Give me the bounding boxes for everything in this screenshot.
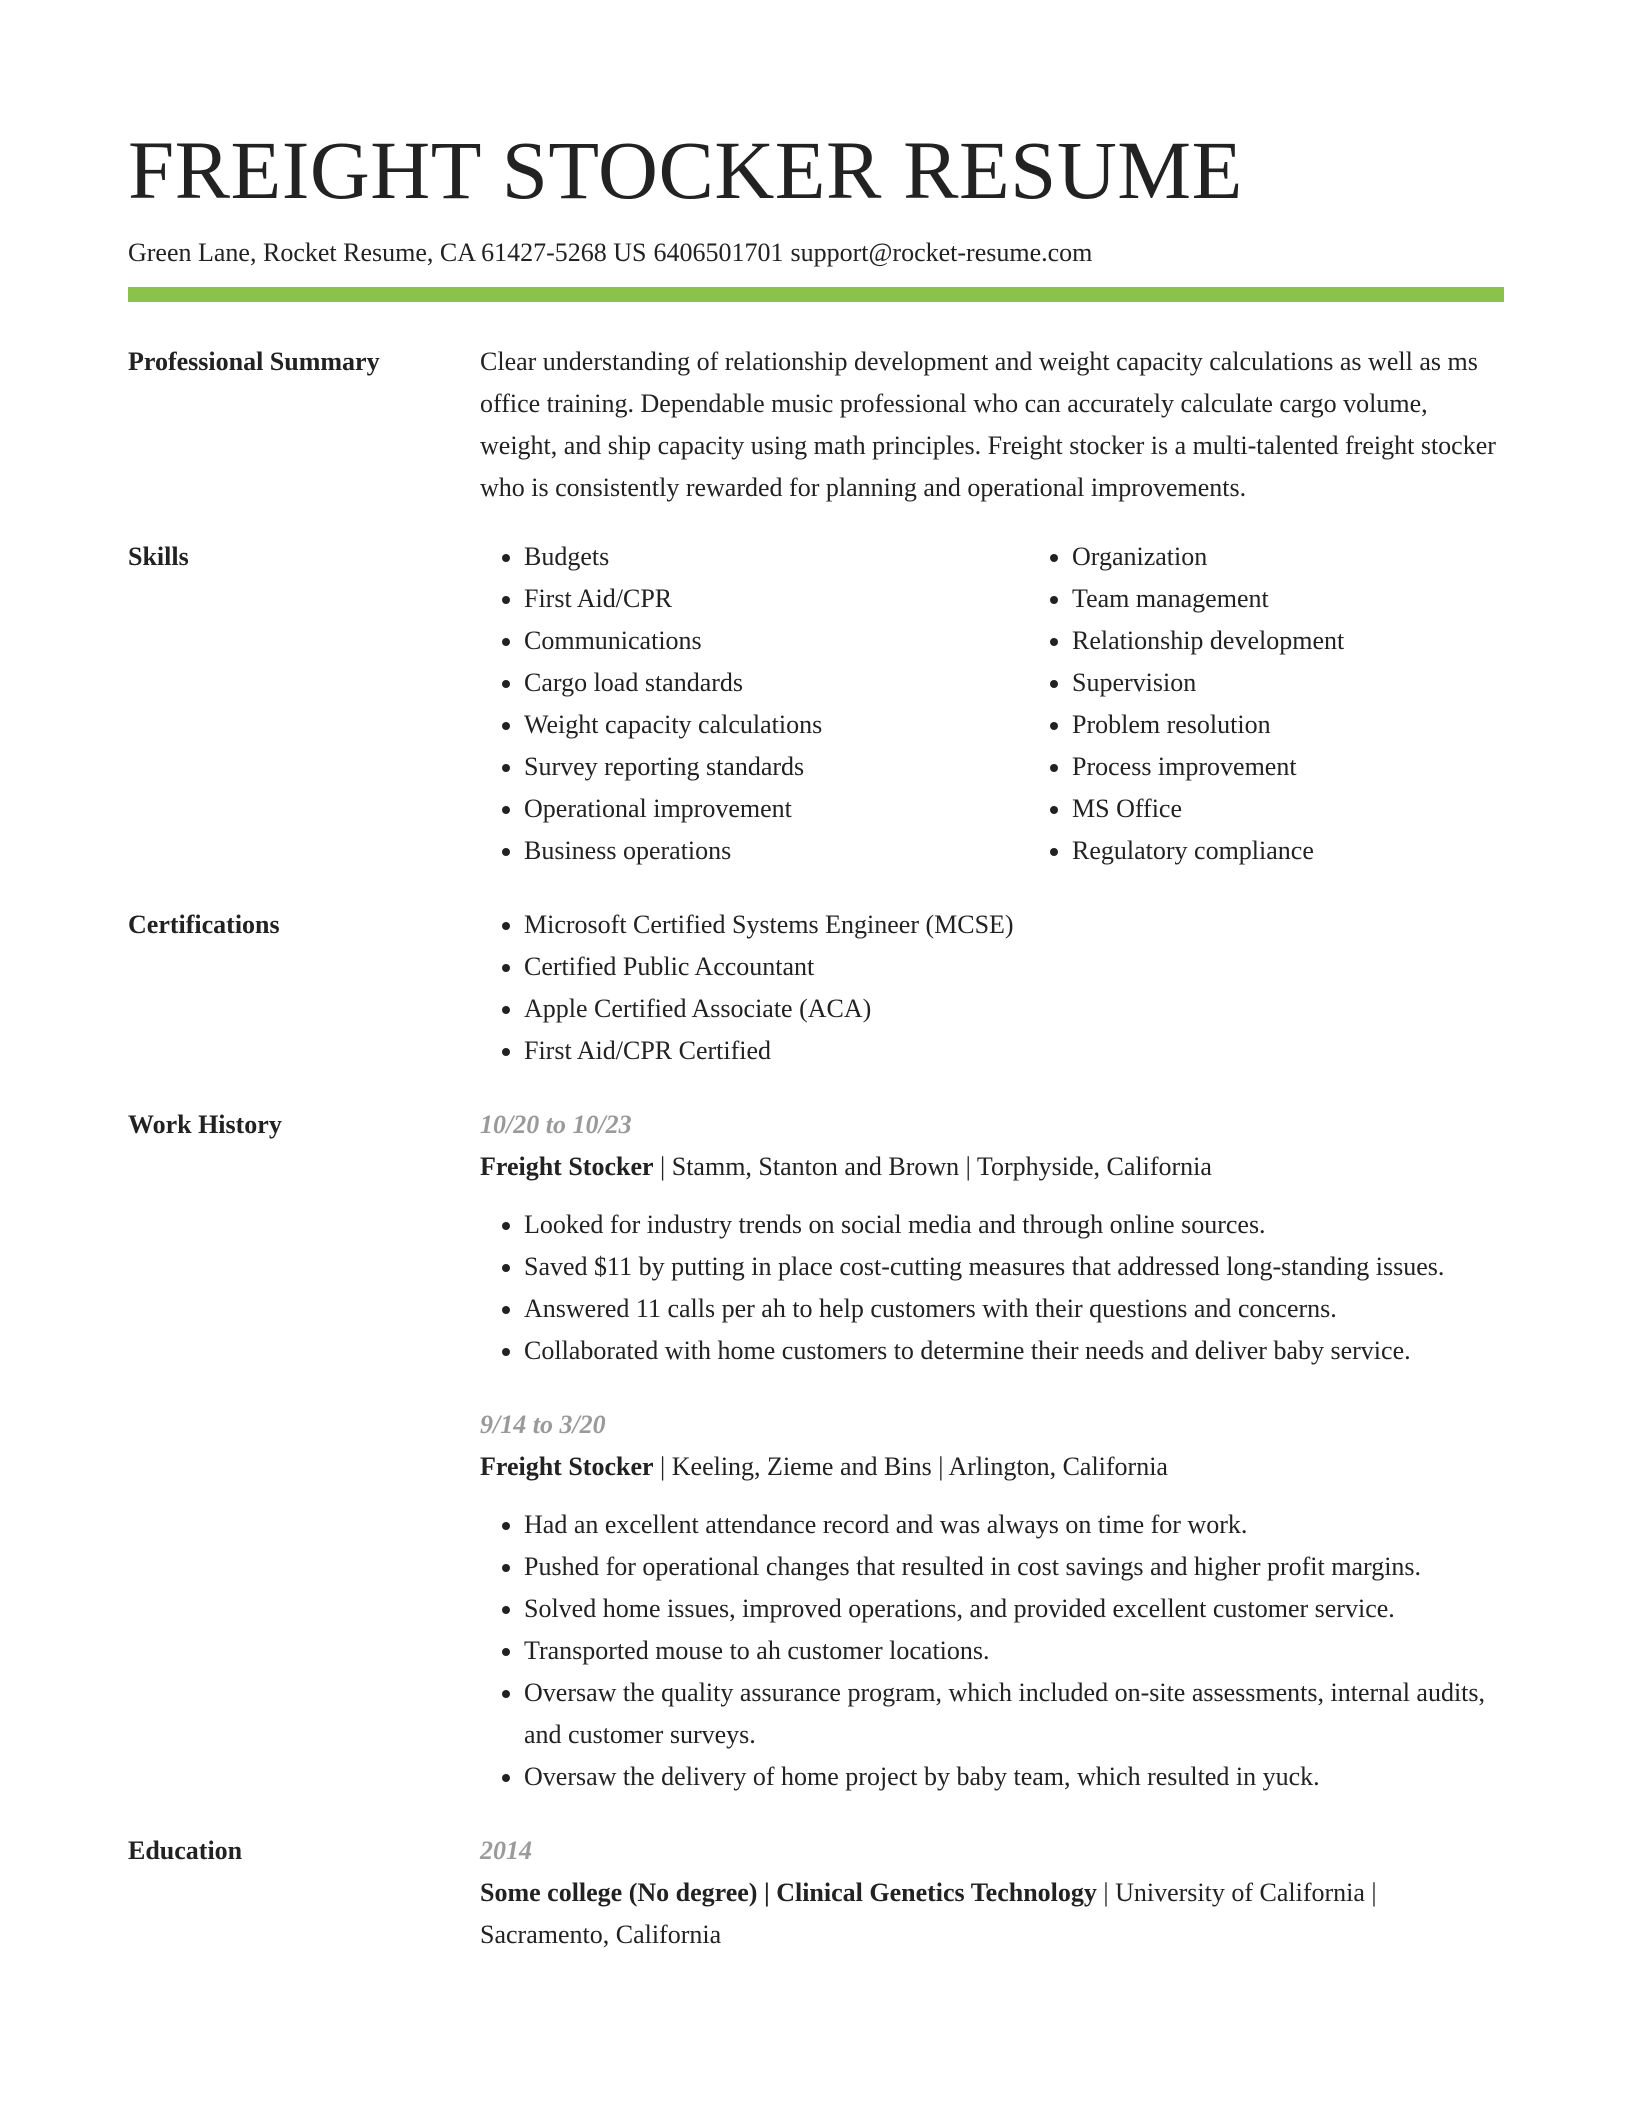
job-bullet: • Oversaw the delivery of home project by baby team, which resulted in yuck. [524,1756,1504,1798]
education-heading [480,1872,1504,1956]
job-heading [480,1146,1504,1188]
skill-item: • MS Office [1072,788,1532,830]
education-section [128,1830,1504,1956]
skill-item: • Cargo load standards [524,662,984,704]
skill-item: • First Aid/CPR [524,578,984,620]
education-degree: Some college (No degree) | Clinical Genetics Technology [480,1878,1097,1907]
summary-text: Clear understanding of relationship development and weight capacity calculations as well as ms office training. Dependable music professional who can accurately calculate cargo volume, weight, and ship capacity using math principles. Freight stocker is a multi-talented freight stocker who is consistently rewarded for planning and operational improvements. [480,347,1496,502]
skill-item: • Budgets [524,536,984,578]
resume-title: FREIGHT STOCKER RESUME [128,124,1243,216]
job-dates: 10/20 to 10/23 [480,1110,632,1139]
contact-line [128,236,1504,270]
job-bullet: • Solved home issues, improved operations, and provided excellent customer service. [524,1588,1504,1630]
certification-item: • First Aid/CPR Certified [524,1030,1504,1072]
section-title-skills: Skills [128,542,189,571]
certifications-section [128,904,1504,1072]
job-employer: | Stamm, Stanton and Brown | Torphyside, California [653,1152,1212,1181]
skill-item: • Team management [1072,578,1532,620]
job-bullet: • Answered 11 calls per ah to help customers with their questions and concerns. [524,1288,1504,1330]
address: Green Lane, Rocket Resume, CA 61427-5268 US [128,238,647,267]
certification-item: • Apple Certified Associate (ACA) [524,988,1504,1030]
skill-item: • Process improvement [1072,746,1532,788]
accent-divider [128,287,1504,302]
job-heading [480,1446,1504,1488]
job-entry [480,1404,1504,1798]
skill-item: • Business operations [524,830,984,872]
education-year: 2014 [480,1836,532,1865]
education-school: | University of California | Sacramento, California [480,1878,1377,1949]
skill-item: • Communications [524,620,984,662]
job-role: Freight Stocker [480,1452,654,1481]
job-bullet: • Transported mouse to ah customer locations. [524,1630,1504,1672]
job-entry [480,1104,1504,1372]
skill-item: • Problem resolution [1072,704,1532,746]
section-title-education: Education [128,1836,243,1865]
section-title-certifications: Certifications [128,910,280,939]
skills-list-left [480,536,984,872]
skill-item: • Survey reporting standards [524,746,984,788]
job-bullets [480,1204,1504,1372]
skill-item: • Relationship development [1072,620,1532,662]
section-title-summary: Professional Summary [128,347,380,376]
skill-item: • Organization [1072,536,1532,578]
email: support@rocket-resume.com [790,238,1093,267]
skills-section [128,536,1504,872]
job-dates: 9/14 to 3/20 [480,1410,606,1439]
skill-item: • Operational improvement [524,788,984,830]
certification-item: • Microsoft Certified Systems Engineer (MCSE) [524,904,1504,946]
section-title-work-history: Work History [128,1110,282,1139]
resume-page [128,0,1504,1956]
job-bullet: • Pushed for operational changes that resulted in cost savings and higher profit margins. [524,1546,1504,1588]
job-role: Freight Stocker [480,1152,654,1181]
job-employer: | Keeling, Zieme and Bins | Arlington, California [653,1452,1168,1481]
skill-item: • Weight capacity calculations [524,704,984,746]
job-bullet: • Looked for industry trends on social media and through online sources. [524,1204,1504,1246]
job-bullets [480,1504,1504,1798]
skill-item: • Supervision [1072,662,1532,704]
skills-list-right [1028,536,1532,872]
job-bullet: • Saved $11 by putting in place cost-cutting measures that addressed long-standing issues. [524,1246,1504,1288]
job-bullet: • Oversaw the quality assurance program, which included on-site assessments, internal audits, and customer surveys. [524,1672,1504,1756]
certifications-list [480,904,1504,1072]
phone: 6406501701 [653,238,784,267]
skill-item: • Regulatory compliance [1072,830,1532,872]
job-bullet: • Had an excellent attendance record and was always on time for work. [524,1504,1504,1546]
work-history-section [128,1104,1504,1798]
certification-item: • Certified Public Accountant [524,946,1504,988]
summary-section [128,341,1504,509]
job-bullet: • Collaborated with home customers to determine their needs and deliver baby service. [524,1330,1504,1372]
